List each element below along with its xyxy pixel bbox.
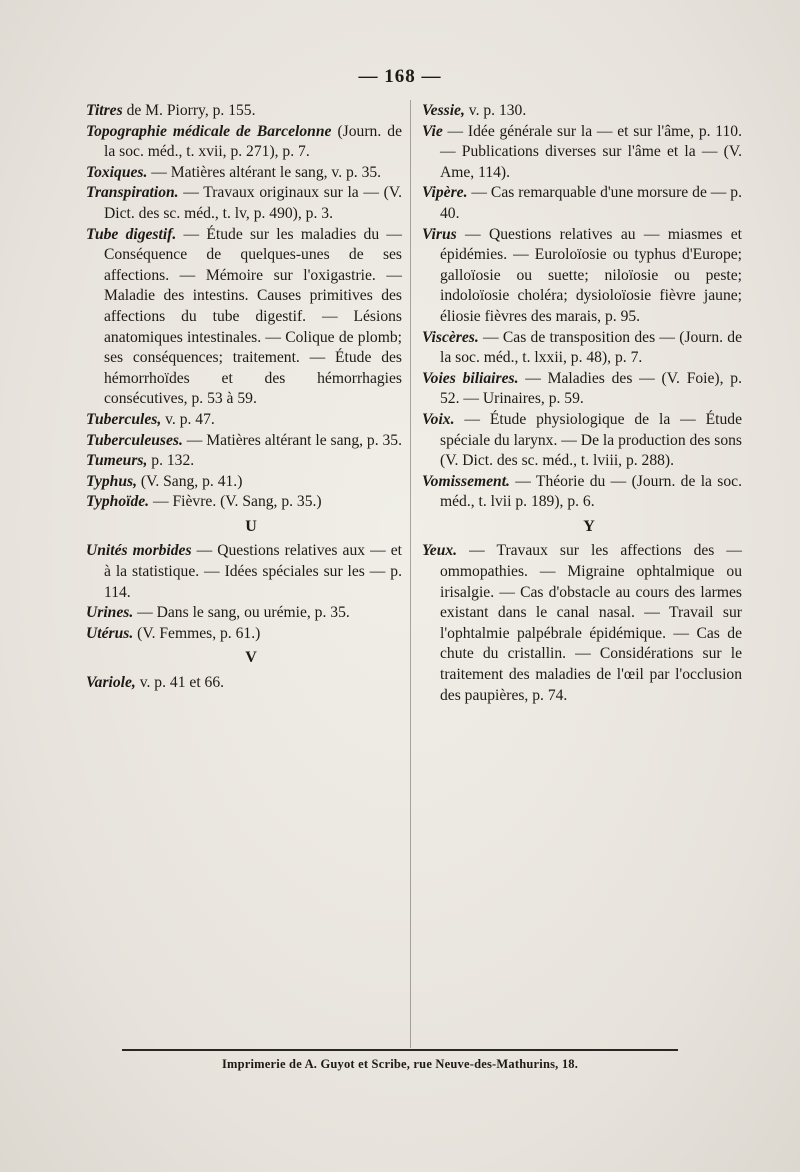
index-text: — Théorie du — (Journ. de la soc. méd., t. lvii p. 189), p. 6.: [440, 472, 742, 511]
index-text: — Idée générale sur la — et sur l'âme, p. 110. — Publications diverses sur l'âme et la — (V. Ame, 114).: [440, 122, 742, 181]
index-term: Tuberculeuses.: [86, 431, 183, 449]
index-entry: [86, 603, 402, 624]
index-text: — Étude physiologique de la — Étude spéciale du larynx. — De la production des sons (V. Dict. des sc. méd., t. lviii, p. 288).: [440, 410, 742, 470]
index-text: — Questions relatives au — miasmes et épidémies. — Euroloïosie ou typhus d'Europe; galloïosie ou suette; niloïosie ou peste; indoloïosie choléra; dysioloïosie fièvre jaune; éliosie fièvres des marais, p. 95.: [440, 225, 742, 325]
index-term: Typhus,: [86, 472, 137, 490]
index-entry: [86, 431, 402, 452]
index-term: Titres: [86, 102, 123, 119]
index-text: — Matières altérant le sang, v. p. 35.: [147, 163, 382, 181]
index-term: Utérus.: [86, 624, 134, 642]
index-entry: [86, 451, 402, 472]
index-term: Vipère.: [422, 184, 468, 202]
index-entry: [422, 369, 742, 410]
index-text: de M. Piorry, p. 155.: [122, 102, 256, 119]
index-text: — Étude sur les maladies du — Conséquence de quelques-unes de ses affections. — Mémoire sur l'oxigastrie. — Maladie des intestins. Causes primitives des affections du tube digestif. — Lésions anatomiques intestinales. — Colique de plomb; ses conséquences; traitement. — Étude des hémorrhoïdes et des hémorrhagies consécutives, p. 53 à 59.: [104, 225, 402, 408]
index-entry: [86, 122, 402, 163]
index-term: Viscères.: [422, 328, 479, 346]
index-term: Yeux.: [422, 542, 458, 560]
index-text: (V. Sang, p. 41.): [136, 472, 243, 490]
index-entry: [86, 101, 402, 122]
column-divider: [410, 100, 411, 1048]
index-entry: [86, 225, 402, 410]
index-column-right: [422, 101, 742, 706]
index-term: Voix.: [422, 410, 455, 428]
index-text: (V. Femmes, p. 61.): [133, 624, 261, 642]
index-term: Unités morbides: [86, 542, 192, 560]
footer-rule: [122, 1049, 678, 1051]
index-term: Tube digestif.: [86, 225, 177, 243]
index-term: Vie: [422, 122, 443, 140]
index-entry: [86, 673, 402, 694]
index-text: — Questions relatives aux — et à la statistique. — Idées spéciales sur les — p. 114.: [104, 542, 403, 601]
index-column-left: [86, 101, 402, 694]
index-entry: [86, 624, 402, 645]
index-term: Tubercules,: [86, 410, 162, 428]
index-entry: [422, 328, 742, 369]
index-entry: [86, 492, 402, 513]
index-term: Variole,: [86, 674, 136, 692]
index-term: Voies biliaires.: [422, 369, 519, 387]
section-letter: U: [245, 517, 257, 535]
index-text: — Dans le sang, ou urémie, p. 35.: [133, 604, 350, 622]
index-text: p. 132.: [147, 452, 195, 470]
index-term: Transpiration.: [86, 184, 179, 202]
index-term: Toxiques.: [86, 163, 148, 181]
index-entry: [422, 472, 742, 513]
index-entry: [422, 101, 742, 122]
index-text: — Cas de transposition des — (Journ. de la soc. méd., t. lxxii, p. 48), p. 7.: [440, 328, 742, 367]
index-entry: [86, 472, 402, 493]
index-text: v. p. 41 et 66.: [135, 674, 225, 692]
index-entry: [422, 183, 742, 224]
index-text: — Cas remarquable d'une morsure de — p. 40.: [440, 184, 742, 222]
index-term: Topographie médicale de Barcelonne: [86, 122, 332, 140]
index-entry: [86, 410, 402, 431]
section-letter: V: [245, 649, 257, 667]
index-term: Vomissement.: [422, 472, 510, 490]
index-text: v. p. 47.: [161, 410, 215, 428]
index-entry: [422, 410, 742, 472]
index-text: — Maladies des — (V. Foie), p. 52. — Urinaires, p. 59.: [440, 369, 742, 408]
index-term: Tumeurs,: [86, 452, 148, 470]
section-letter: Y: [583, 517, 595, 535]
index-text: — Travaux originaux sur la — (V. Dict. des sc. méd., t. lv, p. 490), p. 3.: [104, 184, 402, 222]
index-term: Vessie,: [422, 102, 465, 119]
index-entry: [86, 163, 402, 184]
page-number: — 168 —: [358, 66, 442, 87]
index-text: — Matières altérant le sang, p. 35.: [182, 431, 403, 449]
index-text: — Travaux sur les affections des — ommopathies. — Migraine ophtalmique ou irisalgie. — Cas d'obstacle au cours des larmes existant dans le canal nasal. — Travail sur l'ophtalmie palpébrale épidémique. — Cas de chute du cristallin. — Considérations sur le traitement des maladies de l'œil par l'occlusion des paupières, p. 74.: [440, 542, 742, 704]
index-text: v. p. 130.: [464, 102, 527, 119]
index-term: Urines.: [86, 604, 134, 622]
index-text: — Fièvre. (V. Sang, p. 35.): [149, 493, 322, 511]
index-entry: [422, 541, 742, 706]
printer-imprint: Imprimerie de A. Guyot et Scribe, rue Neuve-des-Mathurins, 18.: [221, 1057, 579, 1071]
index-term: Typhoïde.: [86, 493, 150, 511]
index-entry: [422, 225, 742, 328]
index-entry: [86, 183, 402, 224]
index-term: Virus: [422, 225, 457, 243]
index-text: (Journ. de la soc. méd., t. xvii, p. 271), p. 7.: [104, 122, 402, 161]
index-entry: [86, 541, 402, 603]
index-entry: [422, 122, 742, 184]
